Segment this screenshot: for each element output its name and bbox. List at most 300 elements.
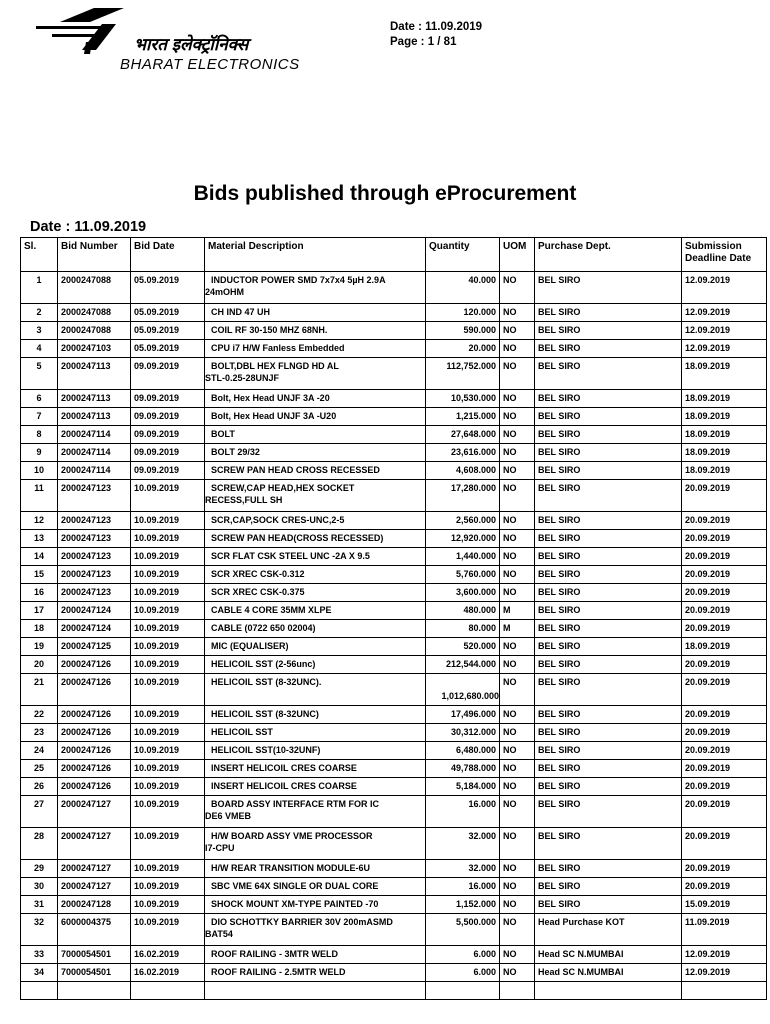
- table-row: [21, 914, 767, 946]
- table-cell-quantity: 27,648.000: [426, 426, 500, 444]
- table-cell-description: [205, 706, 426, 724]
- table-cell-sl: 8: [21, 426, 58, 444]
- table-cell-dept: BEL SIRO: [535, 742, 682, 760]
- table-cell-bid-date: 09.09.2019: [131, 426, 205, 444]
- table-cell-deadline: 18.09.2019: [682, 462, 767, 480]
- table-cell-bid-number: 2000247126: [58, 742, 131, 760]
- table-cell-quantity: 520.000: [426, 638, 500, 656]
- table-cell-description: [205, 964, 426, 982]
- table-cell-bid-number: 2000247126: [58, 656, 131, 674]
- table-cell-dept: BEL SIRO: [535, 896, 682, 914]
- table-cell-deadline: 20.09.2019: [682, 724, 767, 742]
- header-bid-number: Bid Number: [58, 238, 131, 272]
- table-cell-bid-number: 2000247088: [58, 322, 131, 340]
- table-cell-sl: 16: [21, 584, 58, 602]
- table-cell-bid-number: 2000247126: [58, 760, 131, 778]
- table-cell-dept: BEL SIRO: [535, 304, 682, 322]
- table-row: [21, 656, 767, 674]
- table-cell-deadline: 20.09.2019: [682, 828, 767, 860]
- table-cell-bid-date: 10.09.2019: [131, 480, 205, 512]
- table-cell-quantity: 20.000: [426, 340, 500, 358]
- table-cell-deadline: 11.09.2019: [682, 914, 767, 946]
- table-cell-deadline: 12.09.2019: [682, 340, 767, 358]
- table-cell-deadline: 20.09.2019: [682, 706, 767, 724]
- table-cell-bid-number: 2000247103: [58, 340, 131, 358]
- table-cell-deadline: 20.09.2019: [682, 674, 767, 706]
- table-cell-uom: NO: [500, 828, 535, 860]
- table-cell-bid-date: 05.09.2019: [131, 304, 205, 322]
- page-title: Bids published through eProcurement: [193, 182, 577, 205]
- table-cell-description: [205, 358, 426, 390]
- table-row: [21, 964, 767, 982]
- description-line-1: INSERT HELICOIL CRES COARSE: [211, 763, 357, 773]
- table-cell-deadline: 15.09.2019: [682, 896, 767, 914]
- table-cell-bid-date: 10.09.2019: [131, 620, 205, 638]
- table-cell-deadline: 20.09.2019: [682, 620, 767, 638]
- description-line-1: SCR FLAT CSK STEEL UNC -2A X 9.5: [211, 551, 370, 561]
- table-cell-bid-date: 10.09.2019: [131, 548, 205, 566]
- description-line-1: SCREW PAN HEAD(CROSS RECESSED): [211, 533, 384, 543]
- table-cell-bid-number: 2000247114: [58, 462, 131, 480]
- table-cell-bid-number: 2000247127: [58, 796, 131, 828]
- description-line-1: BOARD ASSY INTERFACE RTM FOR IC: [211, 799, 380, 809]
- table-cell-quantity: [426, 674, 500, 706]
- table-cell-bid-date: 10.09.2019: [131, 796, 205, 828]
- table-cell-quantity: 40.000: [426, 272, 500, 304]
- table-cell-dept: BEL SIRO: [535, 656, 682, 674]
- table-cell-sl: 13: [21, 530, 58, 548]
- table-cell-uom: NO: [500, 530, 535, 548]
- table-cell-description: [205, 304, 426, 322]
- table-cell-deadline: 18.09.2019: [682, 638, 767, 656]
- table-cell-sl: 5: [21, 358, 58, 390]
- table-cell-sl: 33: [21, 946, 58, 964]
- table-cell-uom: NO: [500, 566, 535, 584]
- table-cell-uom: NO: [500, 964, 535, 982]
- table-cell-sl: 30: [21, 878, 58, 896]
- table-cell-sl: 32: [21, 914, 58, 946]
- table-cell-bid-date: 10.09.2019: [131, 742, 205, 760]
- description-line-1: DIO SCHOTTKY BARRIER 30V 200mASMD: [211, 917, 393, 927]
- table-cell-description: [205, 674, 426, 706]
- table-cell-sl: 12: [21, 512, 58, 530]
- table-cell-sl: 11: [21, 480, 58, 512]
- table-cell-sl: 15: [21, 566, 58, 584]
- table-cell-empty: [682, 982, 767, 1000]
- table-cell-dept: BEL SIRO: [535, 426, 682, 444]
- table-cell-uom: NO: [500, 548, 535, 566]
- table-row: [21, 878, 767, 896]
- table-cell-bid-number: 2000247126: [58, 778, 131, 796]
- description-line-1: SCR,CAP,SOCK CRES-UNC,2-5: [211, 515, 345, 525]
- description-line-1: Bolt, Hex Head UNJF 3A -U20: [211, 411, 337, 421]
- table-cell-dept: BEL SIRO: [535, 620, 682, 638]
- table-cell-description: [205, 444, 426, 462]
- description-line-1: ROOF RAILING - 2.5MTR WELD: [211, 967, 346, 977]
- table-cell-bid-date: 10.09.2019: [131, 656, 205, 674]
- table-cell-dept: BEL SIRO: [535, 760, 682, 778]
- table-cell-dept: Head SC N.MUMBAI: [535, 964, 682, 982]
- table-cell-deadline: 20.09.2019: [682, 566, 767, 584]
- description-line-2: DE6 VMEB: [205, 811, 252, 821]
- table-cell-description: [205, 760, 426, 778]
- table-row: [21, 340, 767, 358]
- table-cell-uom: NO: [500, 742, 535, 760]
- table-cell-sl: 22: [21, 706, 58, 724]
- table-cell-description: [205, 462, 426, 480]
- table-cell-uom: NO: [500, 584, 535, 602]
- table-cell-quantity: 17,496.000: [426, 706, 500, 724]
- table-row: [21, 602, 767, 620]
- table-cell-dept: BEL SIRO: [535, 408, 682, 426]
- table-cell-uom: NO: [500, 272, 535, 304]
- table-cell-uom: NO: [500, 860, 535, 878]
- table-cell-dept: BEL SIRO: [535, 340, 682, 358]
- meta-date: Date : 11.09.2019: [390, 21, 483, 33]
- table-cell-description: [205, 914, 426, 946]
- table-cell-description: [205, 860, 426, 878]
- table-cell-dept: BEL SIRO: [535, 796, 682, 828]
- table-cell-description: [205, 512, 426, 530]
- table-cell-empty: [58, 982, 131, 1000]
- table-cell-deadline: 12.09.2019: [682, 322, 767, 340]
- table-cell-uom: NO: [500, 706, 535, 724]
- table-cell-quantity: 32.000: [426, 860, 500, 878]
- table-cell-sl: 34: [21, 964, 58, 982]
- table-cell-bid-date: 10.09.2019: [131, 778, 205, 796]
- table-cell-description: [205, 602, 426, 620]
- table-cell-description: [205, 322, 426, 340]
- table-cell-sl: 19: [21, 638, 58, 656]
- table-cell-sl: 10: [21, 462, 58, 480]
- table-row: [21, 724, 767, 742]
- table-cell-quantity: 2,560.000: [426, 512, 500, 530]
- table-cell-uom: NO: [500, 340, 535, 358]
- table-cell-bid-number: 2000247123: [58, 480, 131, 512]
- table-cell-bid-date: 09.09.2019: [131, 444, 205, 462]
- table-cell-description: [205, 724, 426, 742]
- table-cell-quantity: 1,440.000: [426, 548, 500, 566]
- table-cell-quantity: 590.000: [426, 322, 500, 340]
- table-cell-description: [205, 548, 426, 566]
- table-cell-deadline: 20.09.2019: [682, 548, 767, 566]
- table-cell-dept: BEL SIRO: [535, 512, 682, 530]
- table-cell-bid-number: 2000247114: [58, 426, 131, 444]
- table-cell-sl: 26: [21, 778, 58, 796]
- table-cell-dept: BEL SIRO: [535, 878, 682, 896]
- table-cell-bid-number: 2000247125: [58, 638, 131, 656]
- table-row: [21, 530, 767, 548]
- table-cell-quantity: 3,600.000: [426, 584, 500, 602]
- table-cell-sl: 18: [21, 620, 58, 638]
- table-cell-uom: M: [500, 602, 535, 620]
- table-cell-description: [205, 656, 426, 674]
- table-cell-bid-date: 10.09.2019: [131, 530, 205, 548]
- table-cell-bid-number: 2000247127: [58, 828, 131, 860]
- table-cell-quantity: 6.000: [426, 964, 500, 982]
- table-cell-bid-date: 10.09.2019: [131, 724, 205, 742]
- table-cell-sl: 14: [21, 548, 58, 566]
- table-cell-uom: M: [500, 620, 535, 638]
- description-line-1: INSERT HELICOIL CRES COARSE: [211, 781, 357, 791]
- table-cell-bid-number: 2000247088: [58, 304, 131, 322]
- table-row: [21, 760, 767, 778]
- table-cell-uom: NO: [500, 878, 535, 896]
- table-cell-bid-number: 2000247123: [58, 548, 131, 566]
- table-cell-empty: [500, 982, 535, 1000]
- table-row: [21, 426, 767, 444]
- table-cell-dept: BEL SIRO: [535, 602, 682, 620]
- table-cell-empty: [131, 982, 205, 1000]
- table-cell-dept: BEL SIRO: [535, 566, 682, 584]
- table-cell-bid-date: 10.09.2019: [131, 860, 205, 878]
- table-cell-sl: 28: [21, 828, 58, 860]
- table-cell-dept: BEL SIRO: [535, 548, 682, 566]
- table-cell-quantity: 480.000: [426, 602, 500, 620]
- table-row: [21, 444, 767, 462]
- table-cell-uom: NO: [500, 444, 535, 462]
- bids-table: [20, 237, 767, 1000]
- description-line-1: HELICOIL SST (8-32UNC): [211, 709, 319, 719]
- table-cell-deadline: 20.09.2019: [682, 602, 767, 620]
- table-cell-bid-number: 2000247113: [58, 408, 131, 426]
- header-bid-date: Bid Date: [131, 238, 205, 272]
- table-cell-uom: NO: [500, 408, 535, 426]
- description-line-1: COIL RF 30-150 MHZ 68NH.: [211, 325, 328, 335]
- table-cell-deadline: 20.09.2019: [682, 656, 767, 674]
- table-cell-deadline: 20.09.2019: [682, 512, 767, 530]
- table-cell-deadline: 18.09.2019: [682, 444, 767, 462]
- table-cell-deadline: 18.09.2019: [682, 358, 767, 390]
- table-cell-deadline: 20.09.2019: [682, 860, 767, 878]
- table-cell-bid-date: 16.02.2019: [131, 964, 205, 982]
- table-row: [21, 512, 767, 530]
- table-cell-quantity: 16.000: [426, 796, 500, 828]
- table-cell-deadline: 20.09.2019: [682, 480, 767, 512]
- description-line-1: CABLE 4 CORE 35MM XLPE: [211, 605, 332, 615]
- table-cell-bid-number: 7000054501: [58, 964, 131, 982]
- table-cell-description: [205, 480, 426, 512]
- table-row: [21, 390, 767, 408]
- logo-hindi-text: भारत इलेक्ट्रॉनिक्स: [134, 35, 249, 54]
- table-cell-bid-date: 09.09.2019: [131, 462, 205, 480]
- table-cell-uom: NO: [500, 512, 535, 530]
- description-line-1: H/W REAR TRANSITION MODULE-6U: [211, 863, 370, 873]
- table-row: [21, 548, 767, 566]
- table-cell-dept: BEL SIRO: [535, 828, 682, 860]
- table-cell-dept: BEL SIRO: [535, 860, 682, 878]
- description-line-1: H/W BOARD ASSY VME PROCESSOR: [211, 831, 373, 841]
- table-cell-uom: NO: [500, 390, 535, 408]
- table-cell-description: [205, 408, 426, 426]
- table-cell-uom: NO: [500, 426, 535, 444]
- table-cell-empty: [21, 982, 58, 1000]
- table-row: [21, 638, 767, 656]
- meta-page: Page : 1 / 81: [390, 36, 457, 48]
- table-cell-quantity: 112,752.000: [426, 358, 500, 390]
- table-cell-description: [205, 272, 426, 304]
- table-cell-dept: BEL SIRO: [535, 462, 682, 480]
- table-cell-deadline: 20.09.2019: [682, 760, 767, 778]
- description-line-2: RECESS,FULL SH: [205, 495, 283, 505]
- table-cell-bid-number: 2000247113: [58, 390, 131, 408]
- table-row: [21, 304, 767, 322]
- table-cell-quantity: 5,184.000: [426, 778, 500, 796]
- table-cell-deadline: 12.09.2019: [682, 964, 767, 982]
- quantity-value: 1,012,680.000: [441, 691, 499, 701]
- table-cell-quantity: 12,920.000: [426, 530, 500, 548]
- table-cell-bid-date: 10.09.2019: [131, 602, 205, 620]
- report-date: Date : 11.09.2019: [30, 219, 147, 235]
- table-cell-uom: NO: [500, 796, 535, 828]
- table-cell-dept: BEL SIRO: [535, 706, 682, 724]
- table-cell-description: [205, 566, 426, 584]
- table-cell-bid-number: 2000247123: [58, 530, 131, 548]
- table-cell-dept: Head Purchase KOT: [535, 914, 682, 946]
- table-cell-quantity: 120.000: [426, 304, 500, 322]
- table-cell-bid-date: 05.09.2019: [131, 272, 205, 304]
- table-cell-sl: 3: [21, 322, 58, 340]
- description-line-1: SBC VME 64X SINGLE OR DUAL CORE: [211, 881, 379, 891]
- table-cell-bid-date: 10.09.2019: [131, 878, 205, 896]
- table-cell-quantity: 17,280.000: [426, 480, 500, 512]
- table-cell-uom: NO: [500, 674, 535, 706]
- table-cell-dept: BEL SIRO: [535, 390, 682, 408]
- table-cell-description: [205, 778, 426, 796]
- table-cell-quantity: 1,152.000: [426, 896, 500, 914]
- table-cell-description: [205, 742, 426, 760]
- table-cell-bid-date: 09.09.2019: [131, 358, 205, 390]
- description-line-1: BOLT,DBL HEX FLNGD HD AL: [211, 361, 339, 371]
- header-description: Material Description: [205, 238, 426, 272]
- company-logo: [32, 6, 332, 73]
- table-cell-description: [205, 620, 426, 638]
- table-row: [21, 566, 767, 584]
- table-cell-bid-number: 6000004375: [58, 914, 131, 946]
- description-line-1: ROOF RAILING - 3MTR WELD: [211, 949, 338, 959]
- table-row: [21, 358, 767, 390]
- table-cell-bid-date: 16.02.2019: [131, 946, 205, 964]
- table-row: [21, 620, 767, 638]
- table-cell-sl: 2: [21, 304, 58, 322]
- table-row: [21, 272, 767, 304]
- table-cell-bid-date: 10.09.2019: [131, 828, 205, 860]
- header-sl: Sl.: [21, 238, 58, 272]
- description-line-1: CPU i7 H/W Fanless Embedded: [211, 343, 345, 353]
- table-cell-uom: NO: [500, 760, 535, 778]
- table-cell-dept: BEL SIRO: [535, 724, 682, 742]
- header-quantity: Quantity: [426, 238, 500, 272]
- table-cell-deadline: 18.09.2019: [682, 426, 767, 444]
- table-cell-bid-number: 2000247128: [58, 896, 131, 914]
- description-line-2: I7-CPU: [205, 843, 235, 853]
- table-cell-description: [205, 828, 426, 860]
- logo-english-text: BHARAT ELECTRONICS: [120, 56, 300, 73]
- table-cell-deadline: 20.09.2019: [682, 742, 767, 760]
- table-cell-sl: 1: [21, 272, 58, 304]
- table-cell-bid-date: 09.09.2019: [131, 408, 205, 426]
- table-cell-description: [205, 946, 426, 964]
- table-cell-sl: 27: [21, 796, 58, 828]
- table-cell-bid-number: 2000247123: [58, 584, 131, 602]
- description-line-1: SCR XREC CSK-0.312: [211, 569, 305, 579]
- table-cell-uom: NO: [500, 778, 535, 796]
- description-line-1: INDUCTOR POWER SMD 7x7x4 5µH 2.9A: [211, 275, 386, 285]
- table-cell-dept: BEL SIRO: [535, 674, 682, 706]
- table-cell-deadline: 12.09.2019: [682, 304, 767, 322]
- table-cell-quantity: 6,480.000: [426, 742, 500, 760]
- table-cell-sl: 6: [21, 390, 58, 408]
- table-cell-uom: NO: [500, 896, 535, 914]
- table-cell-quantity: 32.000: [426, 828, 500, 860]
- table-cell-dept: BEL SIRO: [535, 584, 682, 602]
- table-row: [21, 946, 767, 964]
- description-line-2: STL-0.25-28UNJF: [205, 373, 280, 383]
- table-cell-quantity: 1,215.000: [426, 408, 500, 426]
- table-cell-uom: NO: [500, 358, 535, 390]
- table-cell-deadline: 18.09.2019: [682, 408, 767, 426]
- table-cell-bid-date: 10.09.2019: [131, 674, 205, 706]
- table-cell-description: [205, 530, 426, 548]
- table-cell-description: [205, 638, 426, 656]
- table-cell-quantity: 23,616.000: [426, 444, 500, 462]
- table-cell-uom: NO: [500, 638, 535, 656]
- table-cell-bid-date: 10.09.2019: [131, 914, 205, 946]
- table-cell-dept: BEL SIRO: [535, 322, 682, 340]
- description-line-1: CABLE (0722 650 02004): [211, 623, 316, 633]
- header-uom: UOM: [500, 238, 535, 272]
- description-line-1: BOLT: [211, 429, 235, 439]
- table-row: [21, 828, 767, 860]
- table-row: [21, 584, 767, 602]
- table-row: [21, 896, 767, 914]
- table-cell-uom: NO: [500, 724, 535, 742]
- table-cell-sl: 21: [21, 674, 58, 706]
- table-cell-bid-number: 2000247113: [58, 358, 131, 390]
- description-line-1: HELICOIL SST (8-32UNC).: [211, 677, 322, 687]
- table-cell-deadline: 18.09.2019: [682, 390, 767, 408]
- table-cell-bid-date: 05.09.2019: [131, 340, 205, 358]
- table-cell-quantity: 16.000: [426, 878, 500, 896]
- table-cell-bid-number: 2000247127: [58, 878, 131, 896]
- table-cell-bid-date: 05.09.2019: [131, 322, 205, 340]
- table-header-row: [21, 238, 767, 272]
- table-row: [21, 322, 767, 340]
- table-cell-bid-date: 10.09.2019: [131, 638, 205, 656]
- table-cell-sl: 20: [21, 656, 58, 674]
- table-cell-bid-date: 10.09.2019: [131, 706, 205, 724]
- table-row: [21, 674, 767, 706]
- table-cell-sl: 23: [21, 724, 58, 742]
- table-row: [21, 408, 767, 426]
- table-cell-deadline: 20.09.2019: [682, 584, 767, 602]
- table-cell-uom: NO: [500, 304, 535, 322]
- table-cell-bid-date: 10.09.2019: [131, 566, 205, 584]
- table-cell-quantity: 30,312.000: [426, 724, 500, 742]
- table-cell-sl: 29: [21, 860, 58, 878]
- table-cell-description: [205, 896, 426, 914]
- table-cell-bid-number: 2000247114: [58, 444, 131, 462]
- table-cell-sl: 24: [21, 742, 58, 760]
- table-cell-dept: BEL SIRO: [535, 778, 682, 796]
- table-cell-bid-number: 2000247088: [58, 272, 131, 304]
- table-cell-empty: [535, 982, 682, 1000]
- table-cell-bid-number: 2000247124: [58, 602, 131, 620]
- description-line-1: BOLT 29/32: [211, 447, 260, 457]
- table-cell-description: [205, 340, 426, 358]
- table-cell-quantity: 5,760.000: [426, 566, 500, 584]
- table-cell-bid-date: 10.09.2019: [131, 896, 205, 914]
